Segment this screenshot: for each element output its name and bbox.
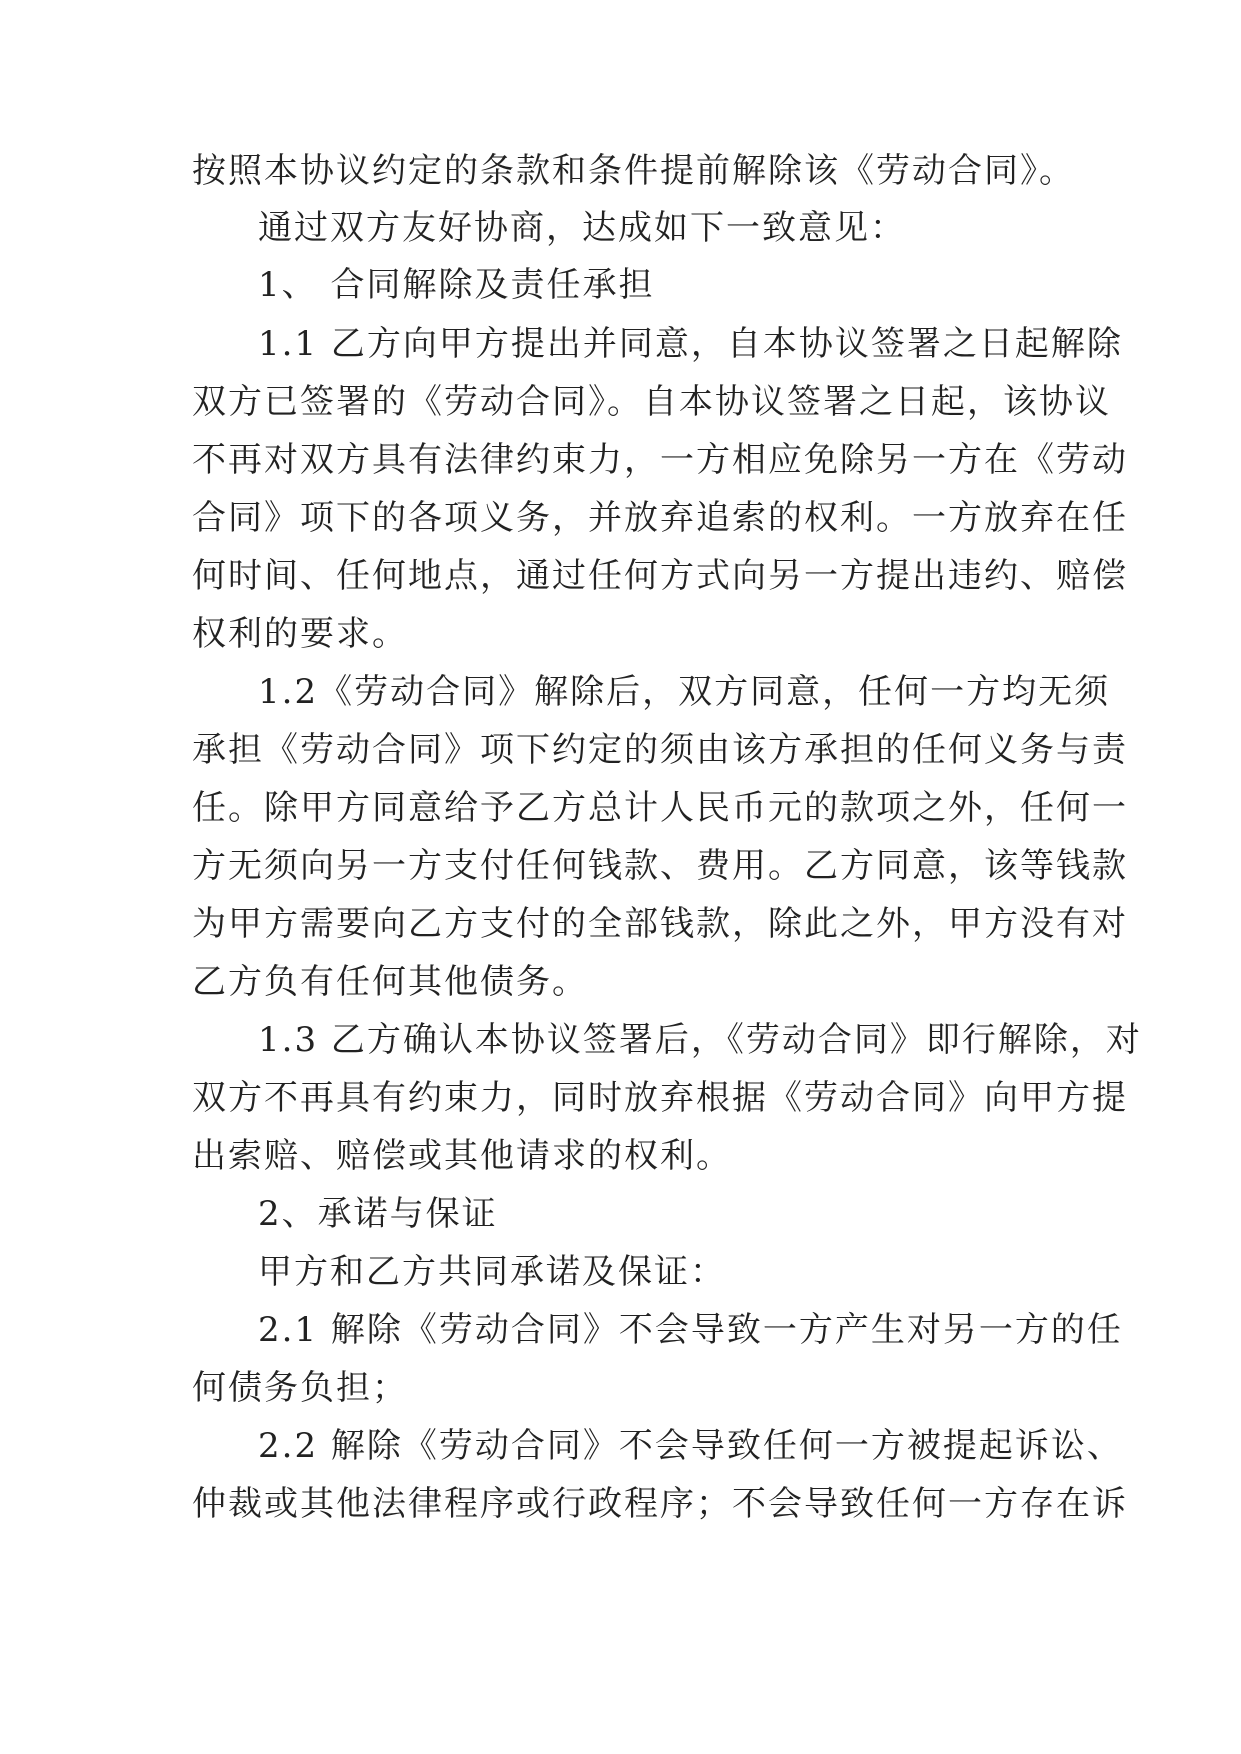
text-line: 1.3 乙方确认本协议签署后，《劳动合同》即行解除，对 xyxy=(258,1020,1142,1060)
text-line: 权利的要求。 xyxy=(192,614,408,654)
text-line: 双方已签署的《劳动合同》。自本协议签署之日起，该协议 xyxy=(192,382,1111,422)
text-line: 按照本协议约定的条款和条件提前解除该《劳动合同》。 xyxy=(192,151,1075,191)
text-line: 通过双方友好协商，达成如下一致意见： xyxy=(258,208,906,248)
text-line: 何债务负担； xyxy=(192,1368,408,1408)
text-line: 2.1 解除《劳动合同》不会导致一方产生对另一方的任 xyxy=(258,1310,1123,1350)
text-line: 双方不再具有约束力，同时放弃根据《劳动合同》向甲方提 xyxy=(192,1078,1128,1118)
section-heading: 2、承诺与保证 xyxy=(258,1194,498,1234)
text-line: 任。除甲方同意给予乙方总计人民币元的款项之外，任何一 xyxy=(192,788,1128,828)
section-heading: 1、 合同解除及责任承担 xyxy=(258,265,655,305)
text-line: 乙方负有任何其他债务。 xyxy=(192,962,588,1002)
text-line: 2.2 解除《劳动合同》不会导致任何一方被提起诉讼、 xyxy=(258,1426,1123,1466)
text-line: 仲裁或其他法律程序或行政程序；不会导致任何一方存在诉 xyxy=(192,1484,1128,1524)
text-line: 何时间、任何地点，通过任何方式向另一方提出违约、赔偿 xyxy=(192,556,1128,596)
text-line: 合同》项下的各项义务，并放弃追索的权利。一方放弃在任 xyxy=(192,498,1128,538)
text-line: 出索赔、赔偿或其他请求的权利。 xyxy=(192,1136,732,1176)
text-line: 为甲方需要向乙方支付的全部钱款，除此之外，甲方没有对 xyxy=(192,904,1128,944)
text-line: 方无须向另一方支付任何钱款、费用。乙方同意，该等钱款 xyxy=(192,846,1128,886)
text-line: 甲方和乙方共同承诺及保证： xyxy=(258,1252,726,1292)
text-line: 1.2《劳动合同》解除后，双方同意，任何一方均无须 xyxy=(258,672,1111,712)
text-line: 承担《劳动合同》项下约定的须由该方承担的任何义务与责 xyxy=(192,730,1128,770)
text-line: 1.1 乙方向甲方提出并同意，自本协议签署之日起解除 xyxy=(258,324,1123,364)
text-line: 不再对双方具有法律约束力，一方相应免除另一方在《劳动 xyxy=(192,440,1128,480)
